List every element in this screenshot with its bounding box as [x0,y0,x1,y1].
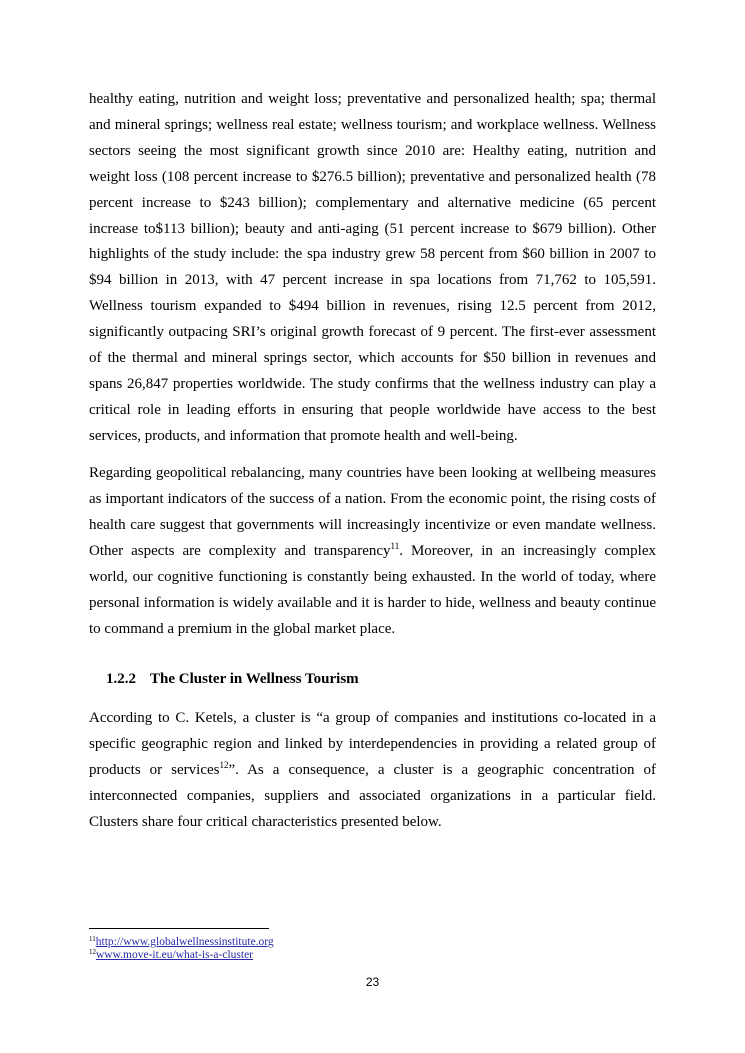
text-line: highlights of the study include: the spa industry grew 58 percent from $60 billion in 2007 to [89,246,656,263]
text-line: of the thermal and mineral springs sector, which accounts for $50 billion in revenues and [89,350,656,366]
section-number: 1.2.2 [106,671,136,687]
footnote-separator [89,928,269,929]
section-title: The Cluster in Wellness Tourism [150,671,359,687]
text-line: as important indicators of the success of a nation. From the economic point, the rising costs of [89,491,656,507]
footnote-12 [89,949,253,962]
text-line: and mineral springs; wellness real estate; wellness tourism; and workplace wellness. Wellness [89,116,656,133]
text-span: Other aspects are complexity and transparency [89,543,391,559]
footnote-11 [89,936,274,949]
text-line: According to C. Ketels, a cluster is “a group of companies and institutions co-located in a [89,710,656,726]
page-number: 23 [365,975,380,989]
text-span: products or services [89,762,220,778]
text-line: healthy eating, nutrition and weight loss; preventative and personalized health; spa; thermal [89,91,656,107]
footnote-ref-11[interactable]: 11 [390,541,400,551]
text-line: spans 26,847 properties worldwide. The study confirms that the wellness industry can play a [89,375,656,392]
text-line: sectors seeing the most significant growth since 2010 are: Healthy eating, nutrition and [89,142,656,159]
text-line: percent increase to $243 billion); complementary and alternative medicine (65 percent [89,194,656,211]
footnote-link[interactable]: http://www.globalwellnessinstitute.org [95,936,274,948]
text-span: . Moreover, in an increasingly complex [399,543,656,559]
footnote-number: 12 [89,948,96,956]
footnote-link[interactable]: www.move-it.eu/what-is-a-cluster [96,949,254,961]
text-line: Regarding geopolitical rebalancing, many countries have been looking at wellbeing measures [89,465,656,481]
text-line: health care suggest that governments will increasingly incentivize or even mandate wellness. [89,517,656,533]
text-line: increase to$113 billion); beauty and anti-aging (51 percent increase to $679 billion). Other [89,220,656,237]
text-line [89,761,656,779]
text-span: ”. As a consequence, a cluster is a geographic concentration of [228,762,656,778]
text-line: services, products, and information that promote health and well-being. [89,427,518,444]
footnote-ref-12[interactable]: 12 [219,760,229,770]
text-line: world, our cognitive functioning is constantly being exhausted. In the world of today, where [89,569,656,585]
text-line: personal information is widely available and it is harder to hide, wellness and beauty continue [89,595,656,611]
footnote-number: 11 [89,935,96,943]
text-line: weight loss (108 percent increase to $276.5 billion); preventative and personalized health (78 [89,168,656,185]
text-line: to command a premium in the global market place. [89,621,396,637]
text-line: Wellness tourism expanded to $494 billion in revenues, rising 12.5 percent from 2012, [89,298,656,315]
text-line: significantly outpacing SRI’s original growth forecast of 9 percent. The first-ever assessment [89,324,656,341]
text-line [89,542,656,560]
section-heading [106,671,359,688]
text-line: Clusters share four critical characteristics presented below. [89,814,442,830]
text-line: specific geographic region and linked by interdependencies in providing a related group of [89,736,656,752]
text-line: $94 billion in 2013, with 47 percent increase in spa locations from 71,762 to 105,591. [89,272,656,289]
text-line: interconnected companies, suppliers and associated organizations in a particular field. [89,788,656,804]
text-line: critical role in leading efforts in ensuring that people worldwide have access to the best [89,401,656,418]
